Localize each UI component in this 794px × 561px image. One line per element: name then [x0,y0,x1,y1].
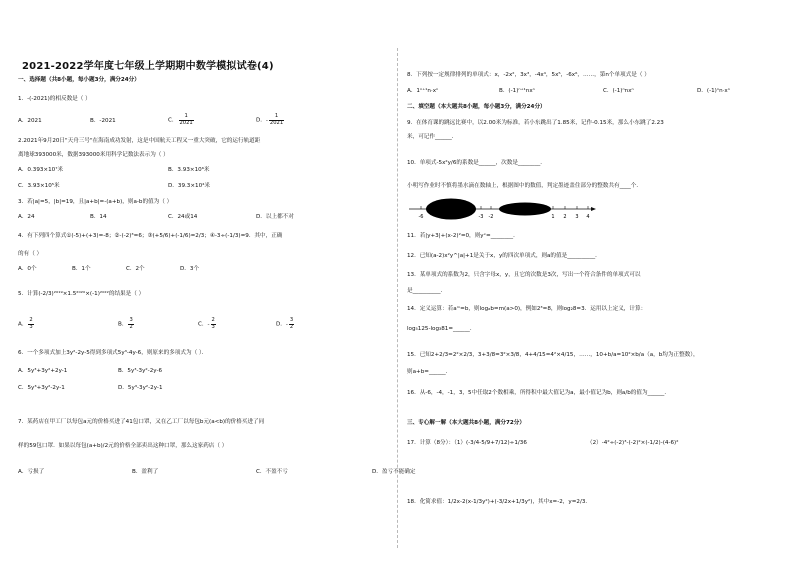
question-6: 6．一个多项式加上3y²-2y-5得到多项式5y³-4y-6，则原来的多项式为（ ）． [18,350,208,356]
question-9-line-1: 9．在体育课的跳远比赛中，以2.00米为标准，若小东跳出了1.85米，记作-0.15米，那么小东跳了2.23 [407,120,664,126]
q7-option-c: C．不盈不亏 [256,469,288,475]
q7-option-a: A．亏损了 [18,469,45,475]
question-11: 11．若|y+3|+(x-2)²=0，则yˣ=________． [407,233,519,239]
q7-option-b: B．盈利了 [132,469,159,475]
ink-blot-right [499,203,551,216]
q5-option-b: B． $\frac{3}{2}$ [118,317,133,330]
section-choice-heading: 一、选择题（共8小题，每小题3分，满分24分） [18,77,140,83]
question-3: 3．若|a|=5，|b|=19，且|a+b|=-(a+b)，则a-b的值为（ ） [18,199,173,205]
question-9-line-2: 米，可记作______． [407,134,458,140]
q5-option-a: A． $\frac{2}{3}$ [18,317,33,330]
q3-option-b: B．14 [90,214,107,220]
question-8: 8．下列按一定规律排列的单项式：x，-2x²，3x³，-4x⁴，5x⁵，-6x⁶，……，第n个单项式是（ ） [407,72,650,78]
question-12: 12．已知(a-2)x²y^|a|+1是关于x，y的四次单项式，则a的值是__________． [407,253,601,259]
question-4-line-1: 4．有下列四个算式①(-5)+(+3)=-8；②-(-2)³=6；③(+5/6)+(-1/6)=2/3；④-3÷(-1/3)=9．其中，正确 [18,233,283,239]
question-7-line-2: 样的59包口罩．如果以每包(a+b)/2元的价格全部卖出这种口罩，那么这家药店（ ） [18,443,228,449]
question-18: 18．化简求值：1/2x-2(x-1/3y²)+(-3/2x+1/3y²)，其中x=-2，y=2/3． [407,499,591,505]
question-4-line-2: 的有（ ） [18,251,43,257]
tick-label: 1 [551,214,555,220]
q7-option-d: D．盈亏不能确定 [372,469,416,475]
q8-option-a: A．1ⁿ⁺¹n·xⁿ [407,88,439,94]
tick-label: 2 [563,214,567,220]
question-15-line-1: 15．已知2+2/3=2²×2/3，3+3/8=3²×3/8，4+4/15=4²×4/15，……，10+b/a=10²×b/a（a，b均为正整数）， [407,352,699,358]
page-title: 2021-2022学年度七年级上学期期中数学模拟试卷(4) [22,61,274,72]
number-line-figure [407,196,597,222]
q8-option-b: B．(-1)ⁿ⁺¹nxⁿ [499,88,535,94]
q3-option-c: C．24或14 [168,214,198,220]
tick-label: 3 [575,214,579,220]
arrow-icon [591,207,596,211]
question-10: 10．单项式-5x²y/6的系数是______，次数是________． [407,160,546,166]
number-line-intro: 小明写作业时不慎将墨水滴在数轴上，根据图中的数值，判定墨迹盖住部分的整数共有____个． [407,183,642,189]
q2-option-c: C．3.93×10⁵米 [18,183,60,189]
q2-option-a: A．0.393×10⁷米 [18,167,64,173]
right-column [407,0,782,561]
ink-blot-left [426,199,476,220]
q4-option-b: B．1个 [72,266,91,272]
q3-option-d: D．以上都不对 [256,214,294,220]
q2-option-d: D．39.3×10⁴米 [168,183,210,189]
question-17-part-2: （2）-4²÷(-2)³-(-2)²×(-1/2)-(4-6)² [587,440,679,446]
question-17-part-1: 17．计算（8分）：（1）(-3/4-5/9+7/12)÷1/36 [407,440,527,446]
q4-option-d: D．3个 [180,266,200,272]
q3-option-a: A．24 [18,214,35,220]
q1-option-a: A．2021 [18,118,42,124]
question-2-line-2: 离地球393000米，数据393000米用科学记数法表示为（ ） [18,152,169,158]
tick-label: -3 [478,214,484,220]
tick-label: 4 [586,214,590,220]
question-14-line-2: log₅125-log₃81=______． [407,326,476,332]
q6-option-b: B．5y³-3y²-2y-6 [118,368,163,374]
q1-option-c: C． $\frac{1}{2021}$ [168,113,193,126]
tick-label: -6 [418,214,424,220]
question-15-line-2: 则a+b=______． [407,369,452,375]
tick-label: -2 [488,214,494,220]
question-5: 5．计算(-2/3)²⁰¹⁹×1.5²⁰²⁰×(-1)²⁰²²的结果是（ ） [18,291,145,297]
q2-option-b: B．3.93×10⁶米 [168,167,210,173]
q8-option-d: D．(-1)ⁿn·xⁿ [697,88,730,94]
q8-option-c: C．(-1)ⁿnxⁿ [603,88,634,94]
q6-option-c: C．5y³+3y²-2y-1 [18,385,65,391]
q4-option-c: C．2个 [126,266,145,272]
number-line-svg [407,196,597,222]
section-solve-heading: 三、专心解一解（本大题共8小题，满分72分） [407,420,525,426]
q6-option-a: A．5y³+3y²+2y-1 [18,368,68,374]
question-16: 16．从-6，-4，-1，3，5中任取2个数相乘，所得积中最大值记为a，最小值记为b，则a/b的值为______． [407,390,670,396]
section-fill-heading: 二、填空题（本大题共8小题，每小题3分，满分24分） [407,104,546,110]
q4-option-a: A．0个 [18,266,37,272]
question-1: 1．-(-2021)的相反数是（ ） [18,96,91,102]
question-2-line-1: 2.2021年9月20日"天舟三号"在海南成功发射，这是中国航天工程又一重大突破，它的运行轨道距 [18,138,261,144]
question-14-line-1: 14．定义运算：若aᵐ=b，则logₐb=m(a>0)，例如2³=8，则log₂8=3．运用以上定义，计算： [407,306,647,312]
question-13-line-2: 是__________． [407,288,447,294]
question-7-line-1: 7．某药店在甲工厂以每包a元的价格买进了41包口罩，又在乙工厂以每包b元(a<b)的价格买进了同 [18,419,265,425]
q5-option-c: C．- $\frac{2}{3}$ [198,317,215,330]
q5-option-d: D．- $\frac{3}{2}$ [276,317,294,330]
question-13-line-1: 13．某单项式的系数为2，只含字母x，y，且它的次数是3次，写出一个符合条件的单项式可以 [407,272,641,278]
q6-option-d: D．5y³-3y²-2y-1 [118,385,163,391]
q1-option-b: B．-2021 [90,118,116,124]
left-column [18,0,388,561]
q1-option-d: D．- $\frac{1}{2021}$ [256,113,284,126]
